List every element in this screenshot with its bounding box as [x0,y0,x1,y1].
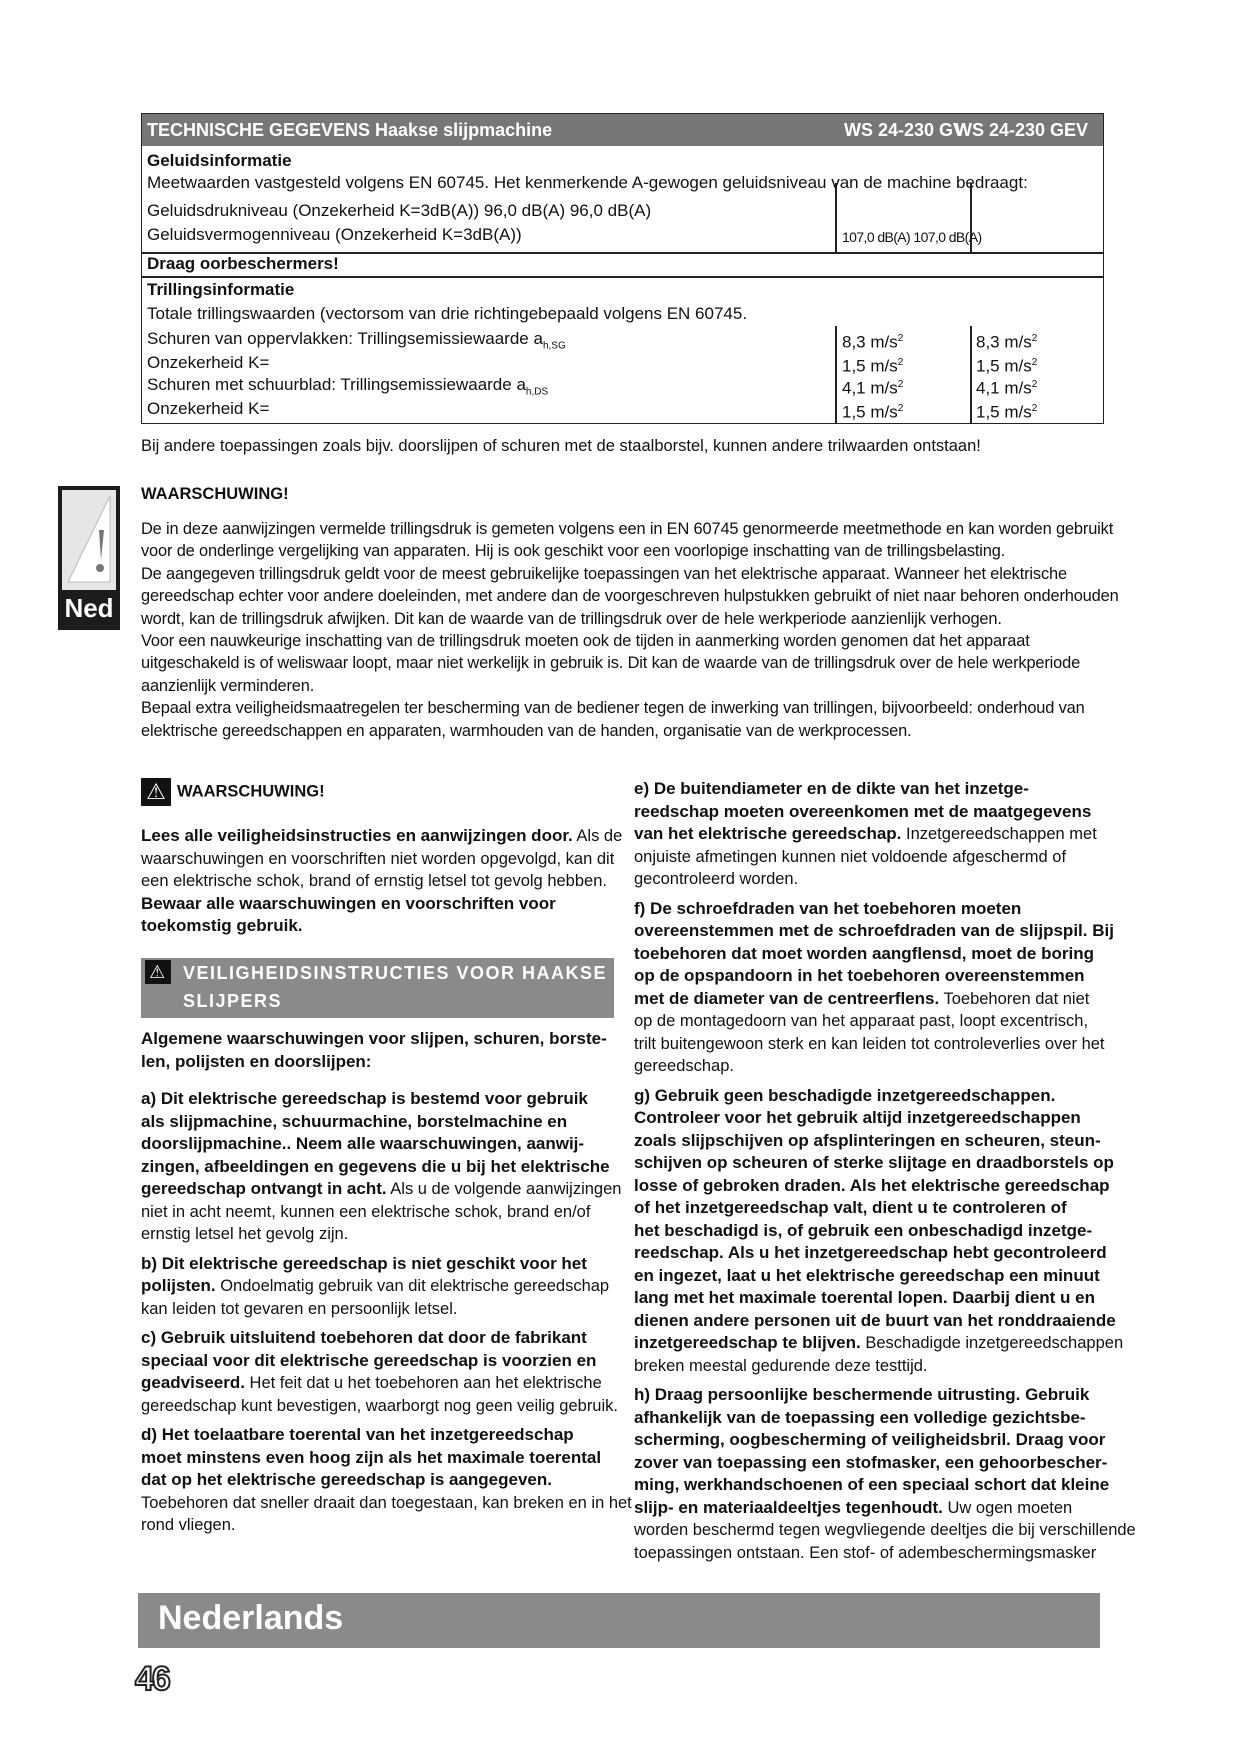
warning-icon [62,490,116,590]
warning-line: wordt, kan de trillingsdruk afwijken. Dit kan de waarde van de trillingsdruk over de hele werkperiode aanzienlijk verhogen. [141,609,1002,628]
vib-value: 8,3 $m/s^2$ [976,332,1038,352]
side-warning-tab [58,486,120,630]
spec-header-title: TECHNISCHE GEGEVENS Haakse slijpmachine [147,120,553,140]
safety-instructions-banner: ⚠ VEILIGHEIDSINSTRUCTIES VOOR HAAKSE SLIJPERS [141,958,614,1018]
ear-protection: Draag oorbeschermers! [147,254,339,273]
vib-title: Trillingsinformatie [147,280,295,299]
vib-value: 1,5 $m/s^2$ [842,402,904,422]
safety-item: e) De buitendiameter en de dikte van het inzetge- reedschap moeten overeenkomen met de maatgegevens van het elektrische gereedschap. Inzetgereedschappen met onjuiste afmetingen kunnen niet voldoende afgeschermd of gecontroleerd worden. [634,779,1097,888]
spec-header-col2: WS 24-230 GEV [955,120,1089,140]
spec-row-divider [142,276,1103,278]
safety-item: h) Draag persoonlijke beschermende uitrusting. Gebruik afhankelijk van de toepassing een volledige gezichtsbe- scherming, oogbescherming of veiligheidsbril. Draag voor zover van toepassing een stofmasker, een gehoorbescher- ming, werkhandschoenen of een speciaal schort dat kleine slijp- en materiaaldeeltjes tegenhoudt. Uw ogen moeten worden beschermd tegen wegvliegende deeltjes die bij verschillende toepassingen ontstaan. Een stof- of adembeschermingsmasker [634,1385,1136,1562]
vib-value: 1,5 $m/s^2$ [976,402,1038,422]
warning-icon: ⚠ [145,960,171,984]
vib-value: 4,1 $m/s^2$ [976,378,1038,398]
safety-item: c) Gebruik uitsluitend toebehoren dat door de fabrikant speciaal voor dit elektrische gereedschap is voorzien en geadviseerd. Het feit dat u het toebehoren aan het elektrische gereedschap kunt bevestigen, waarborgt nog geen veilig gebruik. [141,1328,618,1415]
safety-item: b) Dit elektrische gereedschap is niet geschikt voor het polijsten. Ondoelmatig gebruik van dit elektrische gereedschap kan leiden tot gevaren en persoonlijk letsel. [141,1253,610,1318]
general-warnings-heading: Algemene waarschuwingen voor slijpen, schuren, borste- len, polijsten en doorslijpen: [141,1029,607,1071]
spec-table-header [142,114,1103,146]
warning-text [141,518,1119,742]
right-safety-items [634,778,1136,1571]
warning-line: Bepaal extra veiligheidsmaatregelen ter bescherming van de bediener tegen de inwerking van trillingen, bijvoorbeeld: onderhoud van [141,699,1085,718]
safety-item: g) Gebruik geen beschadigde inzetgereedschappen. Controleer voor het gebruik altijd inzetgereedschappen zoals slijpschijven op afsplinteringen en scheuren, steun- schijven op scheuren of sterke slijtage en draadborstels op losse of gebroken draden. Als het elektrische gereedschap of het inzetgereedschap valt, dient u te controleren of het beschadigd is, of gebruik een onbeschadigd inzetge- reedschap. Als u het inzetgereedschap hebt gecontroleerd en ingezet, laat u het elektrische gereedschap een minuut lang met het maximale toerental lopen. Daarbij dient u en dienen andere personen uit de buurt van het ronddraaiende inzetgereedschap te blijven. Beschadigde inzetgereedschappen breken meestal gedurende deze testtijd. [634,1085,1124,1375]
warning-line: gereedschap echter voor andere doeleinden, met andere dan de voorgeschreven hulpstukken gebruikt of niet naar behoren onderhouden [141,587,1119,606]
footer-language: Nederlands [158,1599,344,1637]
noise-power-label: Geluidsvermogenniveau (Onzekerheid K=3dB(A)) [147,225,522,244]
vib-row: Schuren van oppervlakken: Trillingsemissiewaarde $a_{h,SG}$ [147,329,566,352]
spec-col-divider [835,326,837,423]
warning-line: De aangegeven trillingsdruk geldt voor de meest gebruikelijke toepassingen van het elektrische apparaat. Wanneer het elektrische [141,564,1067,583]
warning-line: elektrische gereedschappen en apparaten, warmhouden van de handen, organisatie van de werkprocessen. [141,721,912,740]
vib-value: 1,5 $m/s^2$ [976,356,1038,376]
vib-row: Onzekerheid K= [147,353,270,372]
other-use-note: Bij andere toepassingen zoals bijv. doorslijpen of schuren met de staalborstel, kunnen andere trilwaarden ontstaan! [141,437,981,455]
vib-row: Onzekerheid K= [147,399,270,418]
vib-value: 4,1 $m/s^2$ [842,378,904,398]
warning-line: De in deze aanwijzingen vermelde trillingsdruk is gemeten volgens een in EN 60745 genormeerde meetmethode en kan worden gebruikt [141,520,1114,538]
warning-icon: ⚠ [141,778,171,806]
left-safety-items [141,1088,632,1544]
spec-header-col1: WS 24-230 GV [844,120,966,140]
side-language-label: Ned [64,593,114,623]
noise-intro: Meetwaarden vastgesteld volgens EN 60745. Het kenmerkende A-gewogen geluidsniveau van de machine bedraagt: [147,173,1028,192]
noise-pressure: Geluidsdrukniveau (Onzekerheid K=3dB(A)) 96,0 dB(A) 96,0 dB(A) [147,201,652,220]
left-warning-heading: ⚠ WAARSCHUWING! [141,778,325,806]
warning-line: voor de onderlinge vergelijking van apparaten. Hij is ook geschikt voor een voorlopige inschatting van de trillingsbelasting. [141,542,1006,561]
vib-intro: Totale trillingswaarden (vectorsom van drie richtingebepaald volgens EN 60745. [147,304,748,323]
warning-line: uitgeschakeld is of weliswaar loopt, maar niet werkelijk in gebruik is. Dit kan de waarde van de trillingsdruk over de hele werkperiode [141,654,1081,673]
warning-line: Voor een nauwkeurige inschatting van de trillingsdruk moeten ook de tijden in aanmerking worden genomen dat het apparaat [141,632,1030,651]
safety-item: a) Dit elektrische gereedschap is bestemd voor gebruik als slijpmachine, schuurmachine, borstelmachine en doorslijpmachine.. Neem alle waarschuwingen, aanwij- zingen, afbeeldingen en gegevens die u bij het elektrische gereedschap ontvangt in acht. Als u de volgende aanwijzingen niet in acht neemt, kunnen een elektrische schok, brand en/of ernstig letsel het gevolg zijn. [141,1089,622,1243]
safety-item: d) Het toelaatbare toerental van het inzetgereedschap moet minstens even hoog zijn als het maximale toerental dat op het elektrische gereedschap is aangegeven. Toebehoren dat sneller draait dan toegestaan, kan breken en in het rond vliegen. [141,1425,632,1534]
vib-value: 8,3 $m/s^2$ [842,332,904,352]
read-instructions: Lees alle veiligheidsinstructies en aanwijzingen door. Als de waarschuwingen en voorschriften niet worden opgevolgd, kan dit een elektrische schok, brand of ernstig letsel tot gevolg hebben. Bewaar alle waarschuwingen en voorschriften voor toekomstig gebruik. [141,826,623,935]
page-number: 46 [135,1660,169,1698]
safety-item: f) De schroefdraden van het toebehoren moeten overeenstemmen met de schroefdraden van de slijpspil. Bij toebehoren dat moet worden aangflensd, moet de boring op de opspandoorn in het toebehoren overeenstemmen met de diameter van de centreerflens. Toebehoren dat niet op de montagedoorn van het apparaat past, loopt excentrisch, trilt buitengewoon sterk en kan leiden tot controleverlies over het gereedschap. [634,898,1114,1075]
warning-title: WAARSCHUWING! [141,485,289,503]
noise-power-values: 107,0 dB(A) 107,0 dB(A) [842,229,982,245]
noise-title: Geluidsinformatie [147,151,292,170]
vib-value: 1,5 $m/s^2$ [842,356,904,376]
warning-line: aanzienlijk verminderen. [141,676,315,695]
footer-language-bar [138,1593,1100,1648]
spec-table [141,113,1104,424]
vib-row: Schuren met schuurblad: Trillingsemissiewaarde $a_{h,DS}$ [147,375,549,398]
spec-col-divider [970,326,972,423]
